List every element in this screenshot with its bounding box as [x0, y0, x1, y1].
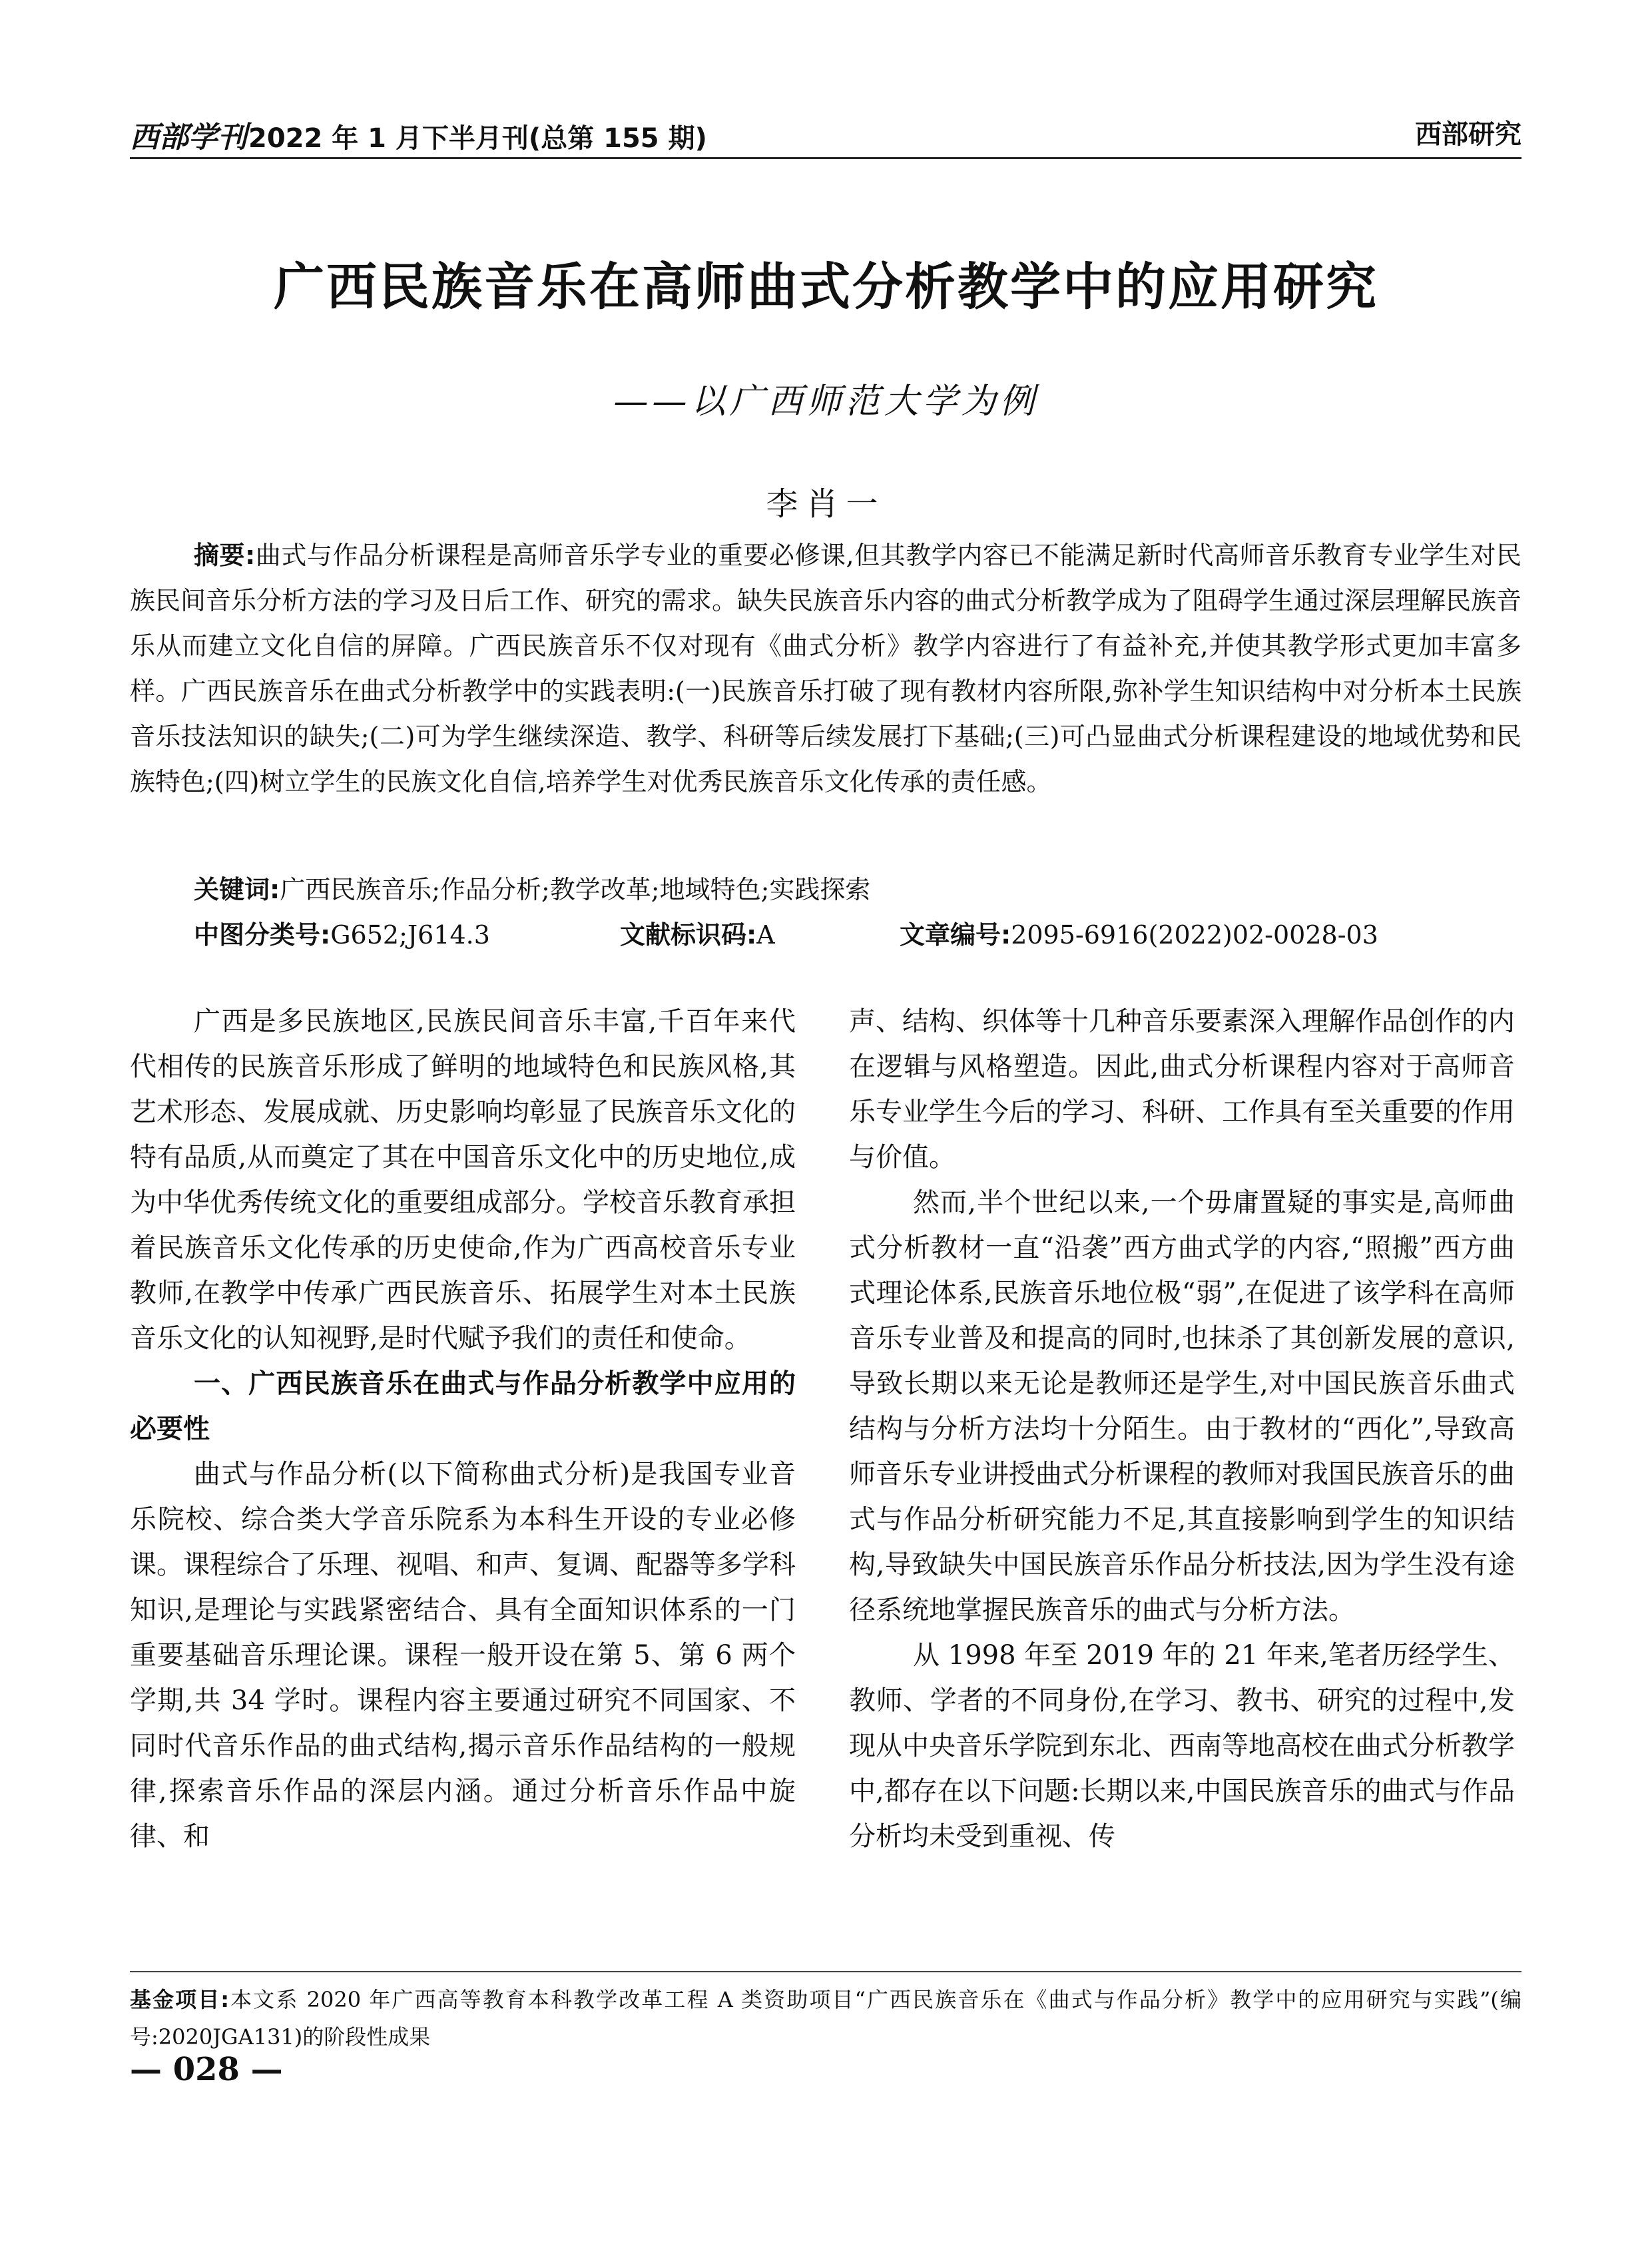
document-code: 文献标识码:A [620, 920, 775, 950]
author-name: 李肖一 [766, 485, 886, 523]
issue-text: 2022 年 1 月下半月刊(总第 155 期) [248, 123, 707, 154]
abstract [130, 533, 1521, 804]
section-heading: 一、广西民族音乐在曲式与作品分析教学中应用的必要性 [130, 1368, 796, 1444]
abstract-label: 摘要: [194, 541, 256, 570]
body-column-left [130, 999, 796, 1859]
running-header [130, 113, 1521, 160]
footnote-label: 基金项目: [130, 1987, 230, 2012]
header-divider [130, 157, 1521, 159]
footnote-text: 本文系 2020 年广西高等教育本科教学改革工程 A 类资助项目“广西民族音乐在《曲式与作品分析》教学中的应用研究与实践”(编号:2020JGA131)的阶段性成果 [130, 1987, 1521, 2050]
column-name: 西部研究 [1415, 119, 1521, 150]
funding-footnote [130, 1981, 1521, 2056]
body-paragraph: 曲式与作品分析(以下简称曲式分析)是我国专业音乐院校、综合类大学音乐院系为本科生开设的专业必修课。课程综合了乐理、视唱、和声、复调、配器等多学科知识,是理论与实践紧密结合、具有全面知识体系的一门重要基础音乐理论课。课程一般开设在第 5、第 6 两个学期,共 34 学时。课程内容主要通过研究不同国家、不同时代音乐作品的曲式结构,揭示音乐作品结构的一般规律,探索音乐作品的深层内涵。通过分析音乐作品中旋律、和 [130, 1459, 796, 1852]
article-subtitle: ——以广西师范大学为例 [613, 382, 1039, 421]
abstract-text: 曲式与作品分析课程是高师音乐学专业的重要必修课,但其教学内容已不能满足新时代高师音乐教育专业学生对民族民间音乐分析方法的学习及日后工作、研究的需求。缺失民族音乐内容的曲式分析教学成为了阻碍学生通过深层理解民族音乐从而建立文化自信的屏障。广西民族音乐不仅对现有《曲式分析》教学内容进行了有益补充,并使其教学形式更加丰富多样。广西民族音乐在曲式分析教学中的实践表明:(一)民族音乐打破了现有教材内容所限,弥补学生知识结构中对分析本土民族音乐技法知识的缺失;(二)可为学生继续深造、教学、科研等后续发展打下基础;(三)可凸显曲式分析课程建设的地域优势和民族特色;(四)树立学生的民族文化自信,培养学生对优秀民族音乐文化传承的责任感。 [130, 541, 1522, 796]
footnote-divider [130, 1971, 1521, 1972]
body-paragraph-continued: 声、结构、织体等十几种音乐要素深入理解作品创作的内在逻辑与风格塑造。因此,曲式分析课程内容对于高师音乐专业学生今后的学习、科研、工作具有至关重要的作用与价值。 [849, 1006, 1515, 1173]
keywords [194, 867, 1521, 912]
page-number: — 028 — [130, 2051, 283, 2088]
body-paragraph: 然而,半个世纪以来,一个毋庸置疑的事实是,高师曲式分析教材一直“沿袭”西方曲式学的内容,“照搬”西方曲式理论体系,民族音乐地位极“弱”,在促进了该学科在高师音乐专业普及和提高的同时,也抹杀了其创新发展的意识,导致长期以来无论是教师还是学生,对中国民族音乐曲式结构与分析方法均十分陌生。由于教材的“西化”,导致高师音乐专业讲授曲式分析课程的教师对我国民族音乐的曲式与作品分析研究能力不足,其直接影响到学生的知识结构,导致缺失中国民族音乐作品分析技法,因为学生没有途径系统地掌握民族音乐的曲式与分析方法。 [849, 1187, 1515, 1625]
keywords-label: 关键词: [194, 875, 280, 904]
journal-issue [130, 113, 707, 156]
keywords-text: 广西民族音乐;作品分析;教学改革;地域特色;实践探索 [280, 875, 871, 904]
clc-number: 中图分类号:G652;J614.3 [194, 920, 490, 950]
journal-logo: 西部学刊 [130, 121, 247, 154]
body-column-right [849, 999, 1515, 1859]
body-paragraph: 广西是多民族地区,民族民间音乐丰富,千百年来代代相传的民族音乐形成了鲜明的地域特色和民族风格,其艺术形态、发展成就、历史影响均彰显了民族音乐文化的特有品质,从而奠定了其在中国音乐文化中的历史地位,成为中华优秀传统文化的重要组成部分。学校音乐教育承担着民族音乐文化传承的历史使命,作为广西高校音乐专业教师,在教学中传承广西民族音乐、拓展学生对本土民族音乐文化的认知视野,是时代赋予我们的责任和使命。 [130, 1006, 796, 1354]
body-paragraph: 从 1998 年至 2019 年的 21 年来,笔者历经学生、教师、学者的不同身份,在学习、教书、研究的过程中,发现从中央音乐学院到东北、西南等地高校在曲式分析教学中,都存在以下问题:长期以来,中国民族音乐的曲式与作品分析均未受到重视、传 [849, 1640, 1515, 1852]
article-title: 广西民族音乐在高师曲式分析教学中的应用研究 [274, 257, 1378, 316]
article-number: 文章编号:2095-6916(2022)02-0028-03 [900, 920, 1378, 950]
